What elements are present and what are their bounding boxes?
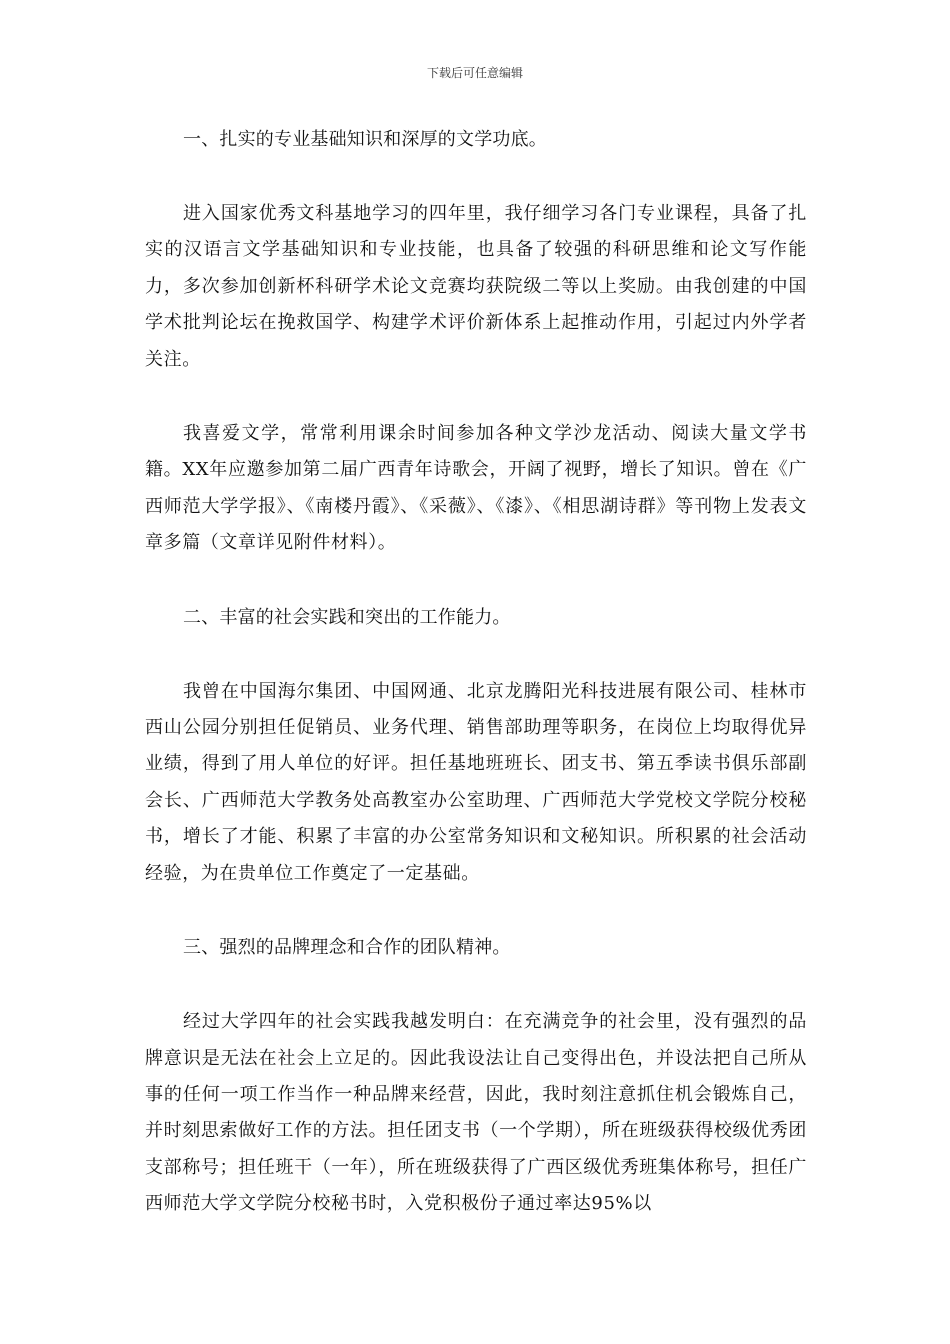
document-body [145,122,807,1223]
section-heading-1: 一、扎实的专业基础知识和深厚的文学功底。 [183,129,547,150]
section-heading-3: 三、强烈的品牌理念和合作的团队精神。 [183,937,511,959]
paragraph: 经过大学四年的社会实践我越发明白：在充满竞争的社会里，没有强烈的品牌意识是无法在社会上立足的。因此我设法让自己变得出色，并设法把自己所从事的任何一项工作当作一种品牌来经营，因此，我时刻注意抓住机会锻炼自己，并时刻思索做好工作的方法。担任团支书（一个学期），所在班级获得校级优秀团支部称号；担任班干（一年），所在班级获得了广西区级优秀班集体称号，担任广西师范大学文学院分校秘书时，入党积极份子通过率达95%以 [145,1011,807,1215]
page-header: 下载后可任意编辑 [426,66,523,80]
spacer [145,892,807,930]
paragraph: 我喜爱文学，常常利用课余时间参加各种文学沙龙活动、阅读大量文学书籍。XX年应邀参加第二届广西青年诗歌会，开阔了视野，增长了知识。曾在《广西师范大学学报》、《南楼丹霞》、《采薇》、《漆》、《相思湖诗群》等刊物上发表文章多篇（文章详见附件材料）。 [145,423,807,554]
spacer [145,966,807,1004]
section-heading-2: 二、丰富的社会实践和突出的工作能力。 [183,606,511,628]
paragraph: 进入国家优秀文科基地学习的四年里，我仔细学习各门专业课程，具备了扎实的汉语言文学基础知识和专业技能，也具备了较强的科研思维和论文写作能力，多次参加创新杯科研学术论文竞赛均获院级二等以上奖励。由我创建的中国学术批判论坛在挽救国学、构建学术评价新体系上起推动作用，引起过内外学者关注。 [145,203,807,370]
spacer [145,562,807,600]
spacer [145,158,807,196]
spacer [145,378,807,416]
spacer [145,636,807,674]
paragraph: 我曾在中国海尔集团、中国网通、北京龙腾阳光科技进展有限公司、桂林市西山公园分别担任促销员、业务代理、销售部助理等职务，在岗位上均取得优异业绩，得到了用人单位的好评。担任基地班班长、团支书、第五季读书俱乐部副会长、广西师范大学教务处高教室办公室助理、广西师范大学党校文学院分校秘书，增长了才能、积累了丰富的办公室常务知识和文秘知识。所积累的社会活动经验，为在贵单位工作奠定了一定基础。 [145,680,807,884]
